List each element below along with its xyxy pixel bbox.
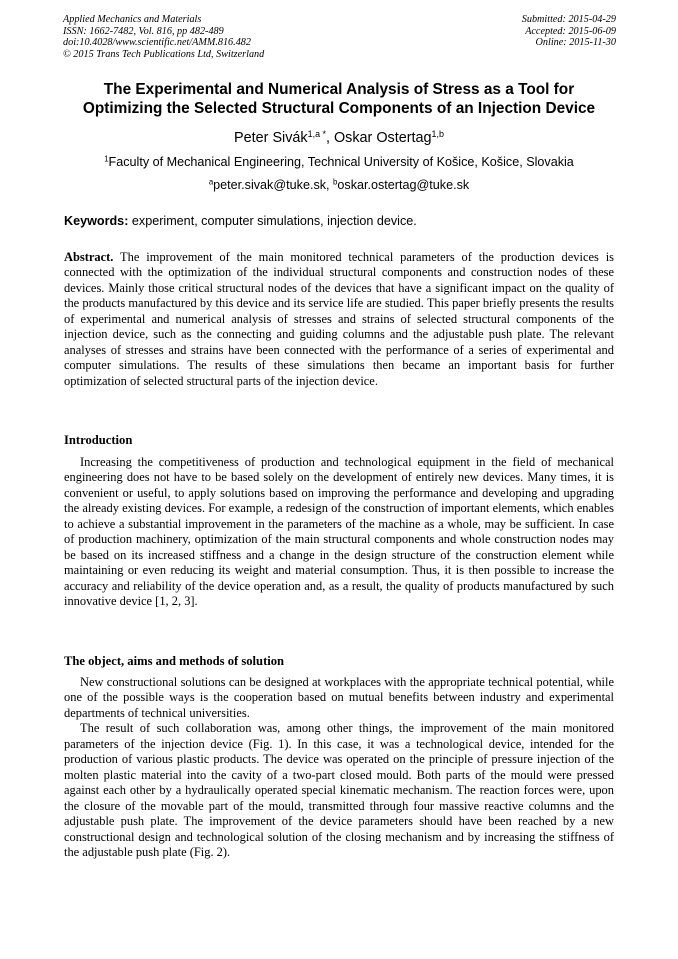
email-a-marker: a: [208, 177, 214, 187]
publication-dates: [522, 14, 616, 49]
online-date: Online: 2015-11-30: [535, 37, 616, 49]
affiliation-number: 1: [104, 154, 109, 164]
email-a: peter.sivak@tuke.sk: [213, 178, 327, 192]
keywords-label: Keywords:: [64, 214, 129, 228]
author-emails: $^a$peter.sivak@tuke.sk, $^b$oskar.ostertag@tuke.sk: [208, 177, 470, 192]
author-list: [40, 129, 638, 147]
author-1: Peter Sivák: [234, 130, 308, 146]
section-object-aims-heading: The object, aims and methods of solution: [64, 654, 285, 668]
author-2: Oskar Ostertag: [333, 130, 432, 146]
email-b-marker: b: [333, 177, 338, 187]
section-object-aims: [64, 675, 614, 861]
journal-doi: doi:10.4028/www.scientific.net/AMM.816.482: [63, 37, 251, 49]
author-2-affiliation: 1,b: [431, 129, 444, 140]
journal-issn: ISSN: 1662-7482, Vol. 816, pp 482-489: [63, 25, 224, 37]
affiliation: [40, 154, 638, 170]
introduction-paragraph: Increasing the competitiveness of production and technological equipment in the field of mechanical engineering does not have to be based solely on the development of entirely new devices. Many times, it is convenient or useful, to apply solutions based on improving the performance and developing and upgrading the already existing devices. For example, a redesign of the construction of important elements, which enables to achieve a substantial improvement in the parameters of the machine as a whole, may be sufficient. In case of production machinery, optimization of the main structural components and whole construction nodes may be based on its increased stiffness and a change in the design structure of the construction element while maintaining or even reducing its weight and material consumption. Thus, it is then possible to increase the accuracy and reliability of the device operation and, as a result, the quality of products manufactured by such innovative device [1, 2, 3].: [64, 455, 614, 609]
accepted-date: Accepted: 2015-06-09: [525, 25, 616, 37]
journal-info: [63, 14, 264, 61]
journal-name: Applied Mechanics and Materials: [63, 14, 202, 25]
abstract-text: The improvement of the main monitored technical parameters of the production devices is connected with the optimization of the individual structural components and construction nodes of these devices. Mainly those critical structural nodes of the devices that have a significant impact on the quality of the products manufactured by this device and its service life are studied. This paper briefly presents the results of experimental and numerical analysis of stresses and strains of selected structural components of the injection device, such as the connecting and guiding columns and the adjustable push plate. The relevant analyses of stresses and strains have been connected with the performance of a series of experimental and computer simulations. The results of these simulations then became an important basis for further optimization of selected structural parts of the injection device.: [64, 250, 615, 388]
journal-copyright: © 2015 Trans Tech Publications Ltd, Switzerland: [63, 49, 265, 61]
submitted-date: Submitted: 2015-04-29: [521, 14, 616, 25]
section-paragraph-1: New constructional solutions can be designed at workplaces with the appropriate technical potential, while one of the possible ways is the cooperation based on mutual benefits between industry and experimental departments of technical universities.: [64, 675, 614, 720]
title-line-2: Optimizing the Selected Structural Components of an Injection Device: [82, 100, 596, 117]
abstract: [64, 250, 614, 389]
email-b: oskar.ostertag@tuke.sk: [337, 178, 470, 192]
paper-title: [40, 80, 638, 118]
title-line-1: The Experimental and Numerical Analysis of Stress as a Tool for: [103, 81, 575, 98]
author-1-affiliation: 1,a *: [307, 129, 326, 140]
section-paragraph-2: The result of such collaboration was, among other things, the improvement of the main monitored parameters of the injection device (Fig. 1). In this case, it was a technological device, intended for the production of various plastic products. The device was operated on the principle of pressure injection of the molten plastic material into the cavity of a two-part closed mould. Both parts of the mould were pressed against each other by a hydraulically operated special kinematic mechanism. The reaction forces were, upon the closure of the movable part of the mould, transmitted through four massive reactive columns and the adjustable push plate. The improvement of the device parameters should have been reached by a new constructional design and technological solution of the closing mechanism and by increasing the stiffness of the adjustable push plate (Fig. 2).: [64, 721, 614, 860]
keywords-text: experiment, computer simulations, injection device.: [131, 214, 417, 228]
keywords: [64, 213, 614, 229]
affiliation-text: Faculty of Mechanical Engineering, Technical University of Košice, Košice, Slovakia: [108, 155, 574, 169]
author-separator: ,: [325, 130, 334, 146]
abstract-label: Abstract.: [64, 250, 114, 264]
introduction-section: [64, 455, 614, 610]
introduction-heading: Introduction: [64, 433, 133, 447]
